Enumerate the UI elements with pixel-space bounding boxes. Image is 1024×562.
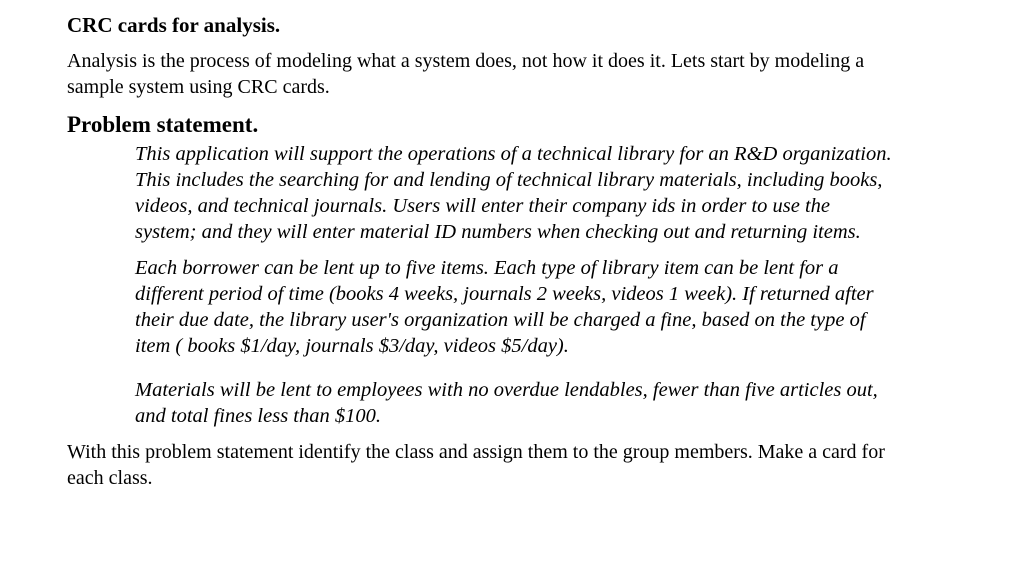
problem-paragraph: This application will support the operations of a technical library for an R&D organization. This includes the searching for and lending of technical library materials, including books, videos, and technical journals. Users will enter their company ids in order to use the system; and they will enter material ID numbers when checking out and returning items.: [135, 143, 892, 243]
document-page: [67, 12, 967, 491]
problem-paragraph: Materials will be lent to employees with no overdue lendables, fewer than five articles out, and total fines less than $100.: [135, 379, 878, 427]
problem-paragraph: Each borrower can be lent up to five items. Each type of library item can be lent for a different period of time (books 4 weeks, journals 2 weeks, videos 1 week). If returned after their due date, the library user's organization will be charged a fine, based on the type of item ( books $1/day, journals $3/day, videos $5/day).: [135, 257, 874, 357]
intro-paragraph: Analysis is the process of modeling what a system does, not how it does it. Lets start by modeling a sample system using CRC cards.: [67, 50, 865, 98]
problem-statement-block: [135, 141, 895, 429]
closing-paragraph: With this problem statement identify the class and assign them to the group members. Make a card for each class.: [67, 441, 885, 489]
section-title: CRC cards for analysis.: [67, 13, 281, 37]
problem-heading: Problem statement.: [67, 112, 259, 137]
